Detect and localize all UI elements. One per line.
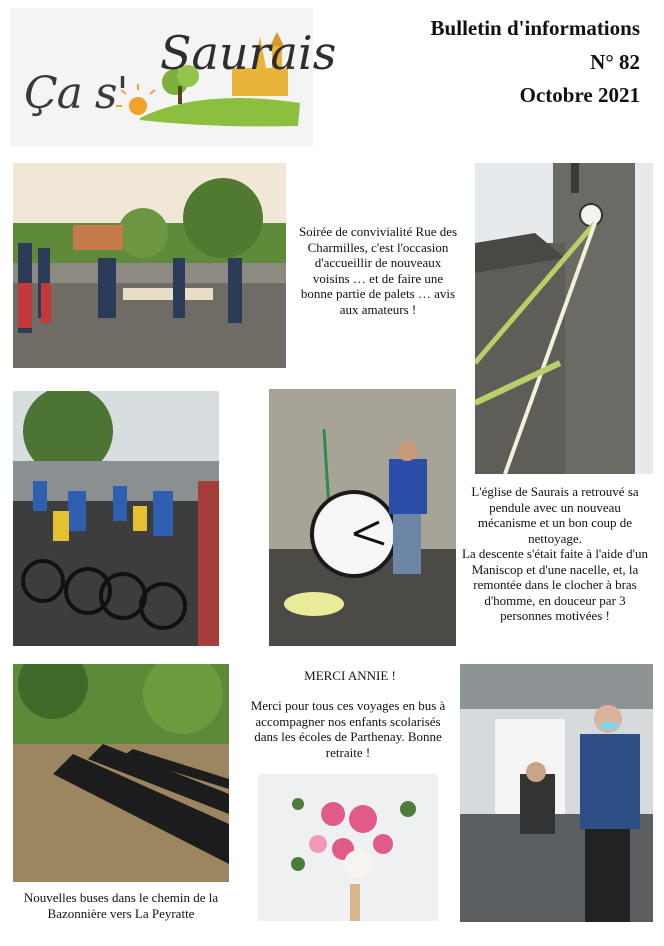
section2-text-line2: La descente s'était faite à l'aide d'un Maniscop et d'une nacelle, et, la remontée dans le clocher à bras d'homme, en douceur par 3 personnes motivées ! <box>461 546 649 623</box>
photo-church-tower <box>475 163 653 474</box>
issue-date: Octobre 2021 <box>519 83 640 107</box>
issue-number: N° 82 <box>590 50 640 74</box>
photo-drainage-pipes <box>13 664 229 882</box>
section3-text: Merci pour tous ces voyages en bus à accompagner nos enfants scolarisés dans les écoles de Parthenay. Bonne retraite ! <box>250 698 446 760</box>
section1-text: Soirée de convivialité Rue des Charmilles, c'est l'occasion d'accueillir de nouveaux voisins … et de faire une bonne partie de palets … avis aux amateurs ! <box>298 224 458 317</box>
section3-title: MERCI ANNIE ! <box>304 668 396 683</box>
photo-neighbours-gathering <box>13 163 286 368</box>
photo-church-clock <box>269 389 456 646</box>
section4-caption: Nouvelles buses dans le chemin de la Bazonnière vers La Peyratte <box>23 890 219 921</box>
photo-cyclists <box>13 391 219 646</box>
photo-flower-bouquet <box>258 774 438 921</box>
section2-text-line1: L'église de Saurais a retrouvé sa pendule avec un nouveau mécanisme et un bon coup de nettoyage. <box>471 484 639 546</box>
bulletin-title: Bulletin d'informations <box>430 16 640 40</box>
logo-text-ca: Ça s' <box>24 68 128 119</box>
photo-bus-driver <box>460 664 653 922</box>
logo <box>10 8 337 146</box>
section2-text <box>460 484 650 624</box>
logo-text-saurais: Saurais <box>160 26 337 80</box>
